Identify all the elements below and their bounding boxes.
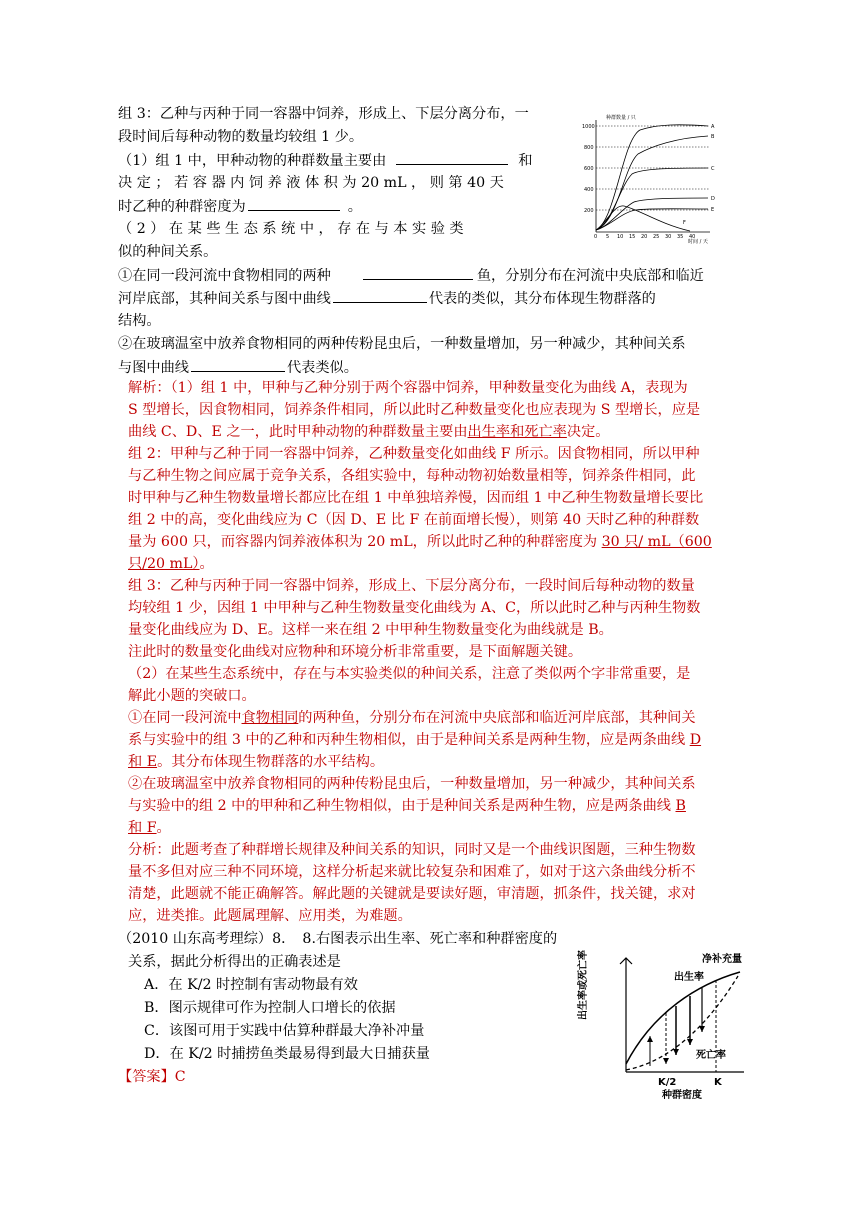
analysis-line: 只/20 mL）。	[128, 556, 214, 572]
sub2-line1: ②在玻璃温室中放养食物相同的两种传粉昆虫后，一种数量增加，另一种减少，其种间关系	[118, 336, 686, 352]
curve-c-label: C	[711, 166, 715, 172]
q8-option-d[interactable]: D．在 K/2 时捕捞鱼类最易得到最大日捕获量	[144, 1046, 430, 1062]
analysis-line: ①在同一段河流中食物相同的两种鱼，分别分布在河流中央底部和临近河岸底部，其种间关	[128, 710, 696, 726]
fig1-ytick: 1000	[582, 124, 595, 130]
curve-a-label: A	[711, 124, 715, 130]
analysis-line: ②在玻璃温室中放养食物相同的两种传粉昆虫后，一种数量增加，另一种减少，其种间关系	[128, 776, 696, 792]
answer-blank[interactable]	[248, 196, 340, 211]
fig1-ytick: 800	[584, 145, 594, 151]
fig1-ylabel: 种群数量 / 只	[606, 115, 636, 121]
sub2-line2: 与图中曲线 代表类似。	[118, 357, 358, 378]
curve-f-label: F	[683, 220, 686, 226]
fig1-xtick: 35	[677, 234, 684, 240]
population-growth-figure	[580, 110, 730, 250]
analysis-line: 曲线 C、D、E 之一，此时甲种动物的种群数量主要由出生率和死亡率决定。	[128, 424, 610, 440]
fig1-xtick: 0	[594, 234, 598, 240]
analysis-line: 和 E。其分布体现生物群落的水平结构。	[128, 754, 385, 770]
fig1-xtick: 25	[653, 234, 660, 240]
analysis-line: 解析：（1）组 1 中，甲种与乙种分别于两个容器中饲养，甲种数量变化为曲线 A，表现为	[128, 380, 688, 396]
fig1-ytick: 600	[584, 166, 594, 172]
fig2-ylabel: 出生率或死亡率	[578, 950, 589, 1020]
death-rate-label: 死亡率	[696, 1050, 726, 1061]
analysis-line: 量为 600 只，而容器内饲养液体积为 20 mL，所以此时乙种的种群密度为 30 只/ mL（600	[128, 534, 712, 550]
answer-blank[interactable]	[333, 288, 427, 303]
analysis-line: 清楚，此题就不能正确解答。解此题的关键就是要读好题，审清题，抓条件，找关键，求对	[128, 886, 696, 902]
curve-b-label: B	[711, 134, 715, 140]
birth-death-rate-figure	[578, 950, 748, 1101]
analysis-line: 组 2：甲种与乙种于同一容器中饲养，乙种数量变化如曲线 F 所示。因食物相同，所以甲种	[128, 446, 700, 462]
q2-line2: 似的种间关系。	[118, 244, 218, 260]
analysis-line: 均较组 1 少，因组 1 中甲种与乙种生物数量变化曲线为 A、C，所以此时乙种与丙种生物数	[128, 600, 701, 616]
analysis-line: 与实验中的组 2 中的甲种和乙种生物相似，由于是种间关系是两种生物，应是两条曲线 B	[128, 798, 686, 814]
analysis-line: S 型增长，因食物相同，饲养条件相同，所以此时乙种数量变化也应表现为 S 型增长，应是	[128, 402, 701, 418]
analysis-line: 和 F。	[128, 820, 171, 836]
analysis-line: 量变化曲线应为 D、E。这样一来在组 2 中甲种生物数量变化为曲线就是 B。	[128, 622, 613, 638]
analysis-line: 时甲种与乙种生物数量增长都应比在组 1 中单独培养慢，因而组 1 中乙种生物数量增长要比	[128, 490, 704, 506]
fig1-xtick: 20	[641, 234, 648, 240]
fig2-xlabel: 种群密度	[662, 1090, 702, 1101]
fig1-xtick: 15	[629, 234, 636, 240]
q8-answer: 【答案】C	[118, 1069, 186, 1085]
q2-line1: （ 2 ） 在 某 些 生 态 系 统 中 ， 存 在 与 本 实 验 类	[118, 221, 464, 237]
fig1-xtick: 10	[617, 234, 624, 240]
k-label: K	[714, 1077, 722, 1088]
analysis-line: （2）在某些生态系统中，存在与本实验类似的种间关系，注意了类似两个字非常重要，是	[128, 666, 691, 682]
fig1-ytick: 400	[584, 187, 594, 193]
fig1-xtick: 40	[689, 234, 696, 240]
birth-rate-label: 出生率	[674, 972, 704, 983]
q8-option-b[interactable]: B．图示规律可作为控制人口增长的依据	[144, 1000, 396, 1016]
analysis-line: 组 3：乙种与丙种于同一容器中饲养，形成上、下层分离分布，一段时间后每种动物的数量	[128, 578, 695, 594]
sub1-line1: ①在同一段河流中食物相同的两种 鱼，分别分布在河流中央底部和临近	[118, 265, 704, 286]
fig1-ytick: 200	[584, 208, 594, 214]
net-recruitment-label: 净补充量	[702, 954, 742, 965]
fig1-xtick: 5	[606, 234, 610, 240]
curve-d-label: D	[711, 196, 715, 202]
answer-blank[interactable]	[191, 357, 285, 372]
sub1-line3: 结构。	[118, 313, 161, 329]
q8-option-c[interactable]: C．该图可用于实践中估算种群最大净补冲量	[144, 1023, 425, 1039]
analysis-line: 系与实验中的组 3 中的乙种和丙种生物相似，由于是种间关系是两种生物，应是两条曲线 D	[128, 732, 702, 748]
fig1-xtick: 30	[665, 234, 672, 240]
curve-b-line	[596, 136, 708, 230]
fig1-xlabel: 时间 / 天	[688, 239, 708, 245]
analysis-line: 注此时的数量变化曲线对应物种和环境分析非常重要，是下面解题关键。	[128, 644, 583, 660]
curve-a-line	[596, 125, 708, 230]
answer-blank[interactable]	[363, 265, 473, 280]
q1-line3: 时乙种的种群密度为 。	[118, 196, 362, 217]
analysis-line: 分析：此题考查了种群增长规律及种间关系的知识，同时又是一个曲线识图题，三种生物数	[128, 842, 696, 858]
q8-stem-line1: （2010 山东高考理综）8． 8.右图表示出生率、死亡率和种群密度的	[118, 931, 558, 947]
analysis-line: 组 2 中的高，变化曲线应为 C（因 D、E 比 F 在前面增长慢），则第 40 天时乙种的种群数	[128, 512, 700, 528]
q8-stem-line2: 关系，据此分析得出的正确表述是	[128, 954, 341, 970]
sub1-line2: 河岸底部，其种间关系与图中曲线 代表的类似，其分布体现生物群落的	[118, 288, 656, 309]
answer-blank[interactable]	[396, 150, 508, 165]
q8-option-a[interactable]: A．在 K/2 时控制有害动物最有效	[144, 977, 358, 993]
q1-line2: 决 定 ； 若 容 器 内 饲 养 液 体 积 为 20 mL ， 则 第 40 天	[118, 175, 504, 191]
analysis-line: 与乙种生物之间应属于竞争关系，各组实验中，每种动物初始数量相等，饲养条件相同，此	[128, 468, 696, 484]
analysis-line: 解此小题的突破口。	[128, 688, 256, 704]
group3-line2: 段时间后每种动物的数量均较组 1 少。	[118, 129, 364, 145]
analysis-line: 量不多但对应三种不同环境，这样分析起来就比较复杂和困难了，如对于这六条曲线分析不	[128, 864, 696, 880]
analysis-line: 应，进类推。此题属理解、应用类，为难题。	[128, 908, 412, 924]
k-half-label: K/2	[658, 1077, 677, 1088]
curve-d-line	[596, 198, 708, 230]
curve-e-label: E	[711, 207, 715, 213]
q1-line1: （1）组 1 中，甲种动物的种群数量主要由 和	[118, 150, 532, 171]
group3-line1: 组 3：乙种与丙种于同一容器中饲养，形成上、下层分离分布，一	[118, 106, 529, 122]
